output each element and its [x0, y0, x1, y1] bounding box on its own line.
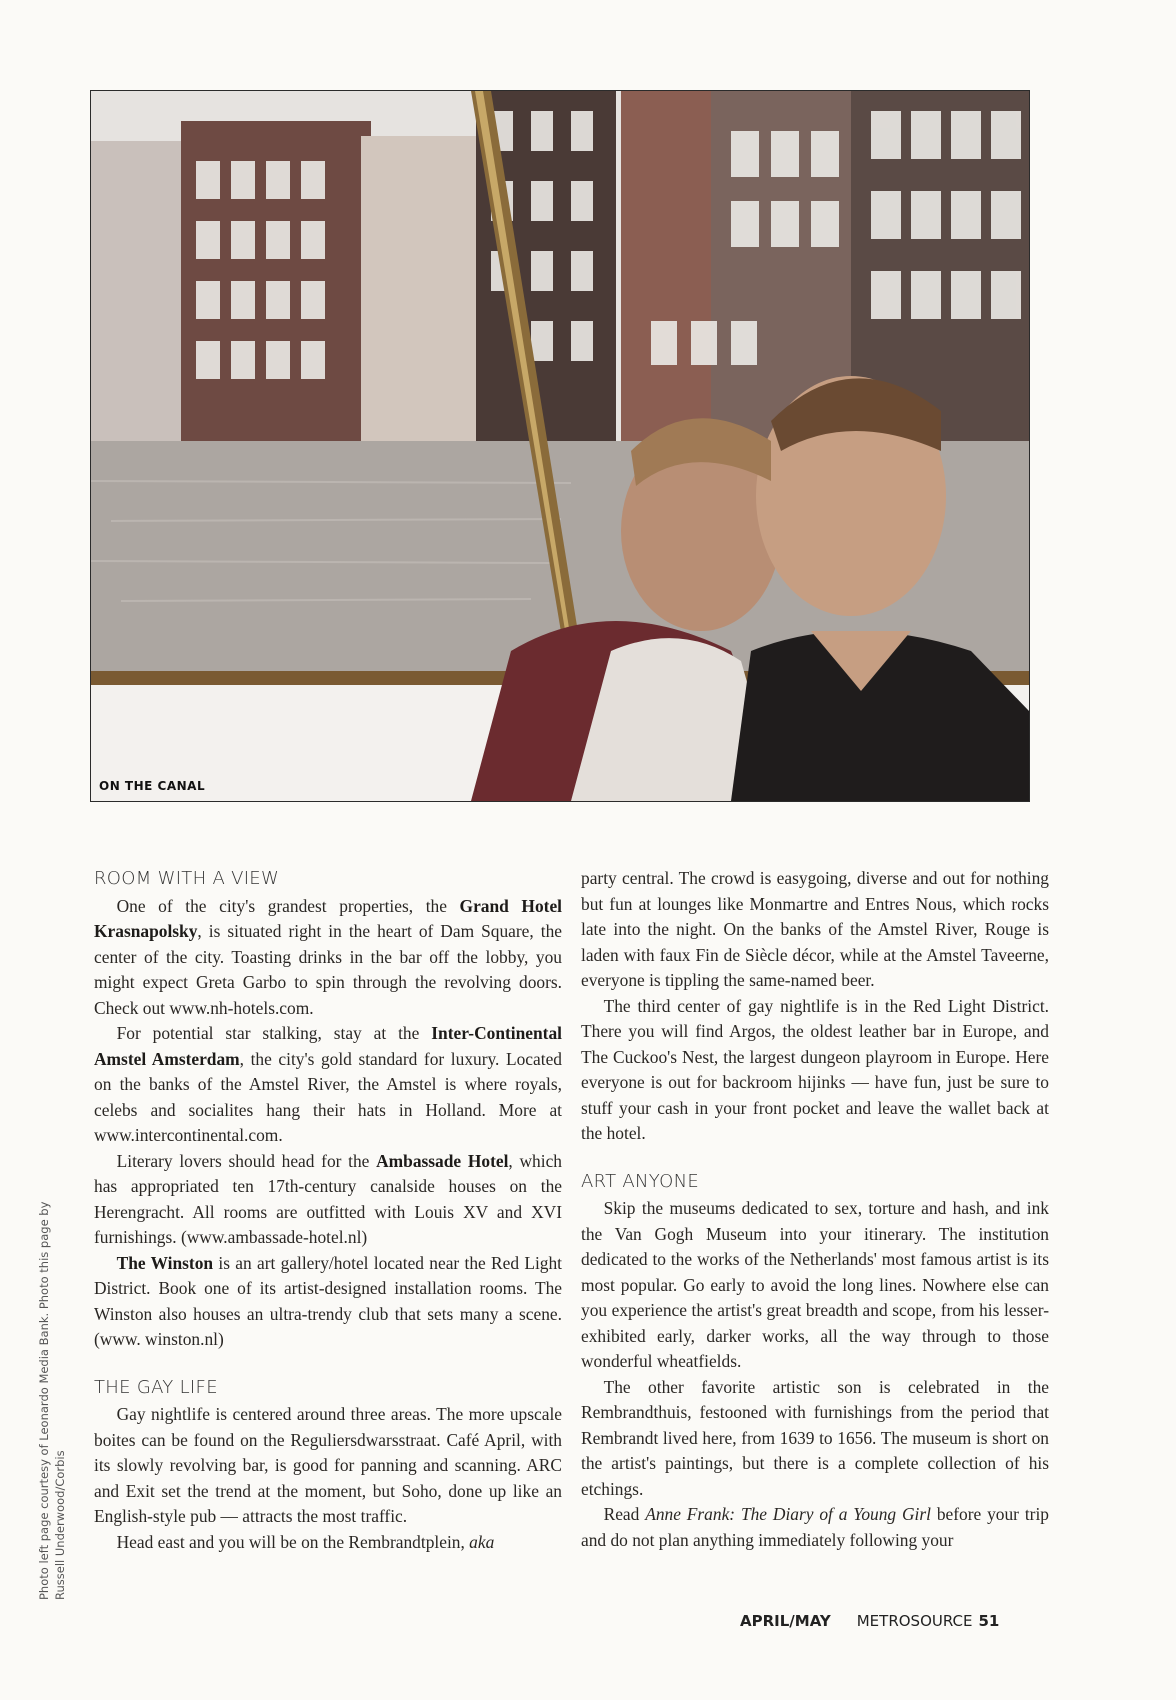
magazine-name: METROSOURCE [856, 1612, 973, 1630]
section-heading-art-anyone: ART ANYONE [581, 1170, 700, 1192]
page-footer [740, 1612, 999, 1630]
section-heading-room-with-a-view: ROOM WITH A VIEW [94, 868, 280, 889]
paragraph: Skip the museums dedicated to sex, torture and hash, and ink the Van Gogh Museum into your itinerary. The institution dedicated to the works of the Netherlands' most famous artist is its most popular. Go early to avoid the long lines. Nowhere else can you experience the artist's great breadth and scope, from his lesser-exhibited early, darker works, all the way through to those wonderful wheatfields. [581, 1198, 1049, 1371]
article-column-left [94, 866, 562, 1555]
issue-date: APRIL/MAY [740, 1612, 831, 1630]
paragraph: The other favorite artistic son is celebrated in the Rembrandthuis, festooned with furnishings from the period that Rembrandt lived here, from 1639 to 1656. The museum is short on the artist's paintings, but there is a complete collection of his etchings. [581, 1376, 1049, 1499]
paragraph: Read Anne Frank: The Diary of a Young Girl before your trip and do not plan anything immediately following your [581, 1504, 1049, 1550]
paragraph: Literary lovers should head for the Ambassade Hotel, which has appropriated ten 17th-century canalside houses on the Herengracht. All rooms are outfitted with Louis XV and XVI furnishings. (www.ambassade-hotel.nl) [94, 1150, 562, 1247]
photo-caption: ON THE CANAL [99, 779, 206, 793]
section-heading-the-gay-life: THE GAY LIFE [94, 1376, 218, 1398]
canal-photo-illustration [91, 91, 1029, 801]
article-column-right [581, 866, 1049, 1553]
paragraph: Head east and you will be on the Rembrandtplein, aka [116, 1531, 495, 1552]
paragraph: For potential star stalking, stay at the Inter-Continental Amstel Amsterdam, the city's gold standard for luxury. Located on the banks of the Amstel River, the Amstel is where royals, celebs and socialites hang their hats in Holland. More at www.intercontinental.com. [94, 1023, 562, 1145]
paragraph: The Winston is an art gallery/hotel located near the Red Light District. Book one of its artist-designed installation rooms. The Winston also houses an ultra-trendy club that sets many a scene. (www. winston.nl) [94, 1252, 563, 1349]
paragraph: One of the city's grandest properties, the Grand Hotel Krasnapolsky, is situated right in the heart of Dam Square, the center of the city. Toasting drinks in the bar off the lobby, you might expect Greta Garbo to spin through the revolving doors. Check out www.nh-hotels.com. [94, 895, 562, 1018]
page-number: 51 [978, 1612, 1000, 1630]
paragraph: party central. The crowd is easygoing, diverse and out for nothing but fun at lounges like Monmartre and Entres Nous, which rocks late into the night. On the banks of the Amstel River, Rouge is laden with faux Fin de Siècle décor, while at the Amstel Taveerne, everyone is tippling the same-named beer. [581, 868, 1049, 990]
paragraph: The third center of gay nightlife is in the Red Light District. There you will find Argos, the oldest leather bar in Europe, and The Cuckoo's Nest, the largest dungeon playroom in Europe. Here everyone is out for backroom hijinks — have fun, just be sure to stuff your cash in your front pocket and leave the wallet back at the hotel. [581, 995, 1049, 1143]
canal-photo [90, 90, 1030, 802]
paragraph: Gay nightlife is centered around three areas. The more upscale boites can be found on the Reguliersdwarsstraat. Café April, with its slowly revolving bar, is good for panning and scanning. ARC and Exit set the trend at the moment, but Soho, done up like an English-style pub — attracts the most traffic. [94, 1404, 562, 1526]
photo-credit: Photo left page courtesy of Leonardo Media Bank. Photo this page by Russell Underwood/Corbis [37, 1201, 67, 1600]
